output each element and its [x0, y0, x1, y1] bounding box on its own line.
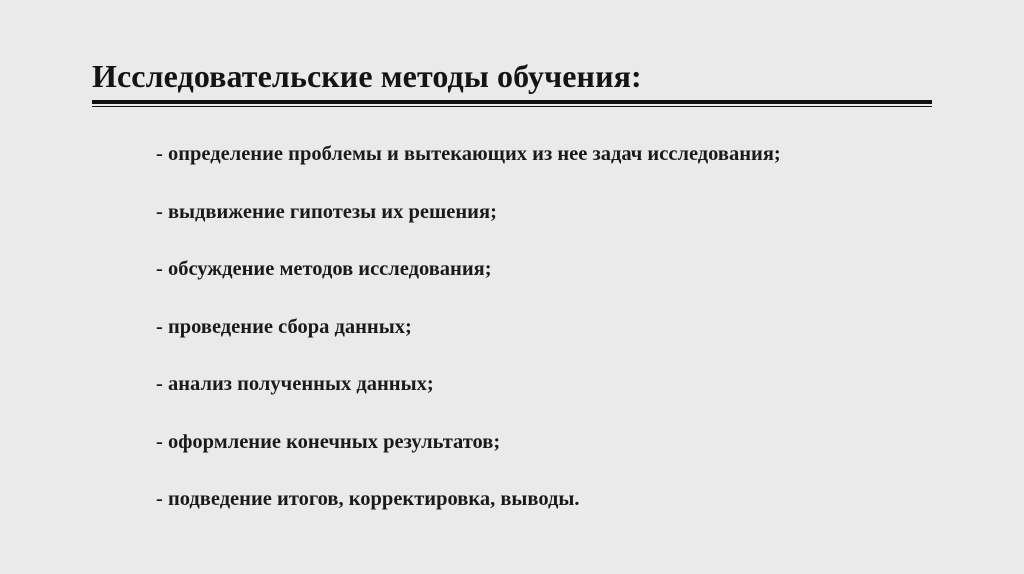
list-item: - оформление конечных результатов;	[156, 430, 501, 453]
list-item: - подведение итогов, корректировка, выводы.	[156, 488, 580, 510]
list-item: - обсуждение методов исследования;	[156, 258, 492, 280]
list-item: - проведение сбора данных;	[156, 315, 412, 338]
list-item: - выдвижение гипотезы их решения;	[156, 200, 497, 223]
slide-title: Исследовательские методы обучения:	[92, 58, 642, 94]
title-underline-thin	[92, 106, 932, 107]
list-item: - определение проблемы и вытекающих из нее задач исследования;	[156, 143, 781, 165]
title-underline-thick	[92, 100, 932, 104]
list-item: - анализ полученных данных;	[156, 373, 434, 395]
research-steps-list	[156, 139, 781, 542]
